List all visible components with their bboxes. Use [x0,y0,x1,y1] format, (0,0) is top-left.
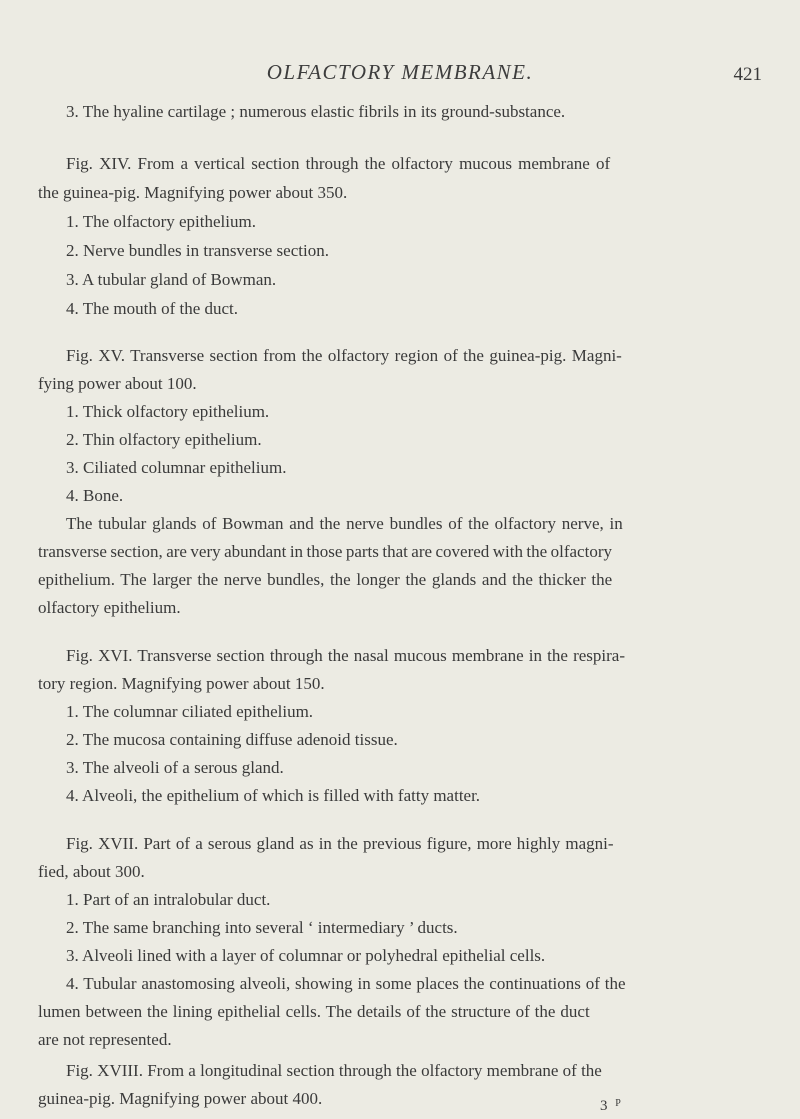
text-line: fied, about 300. [38,862,145,881]
signature-letter: P [615,1098,623,1109]
text-line: guinea-pig. Magnifying power about 400. [38,1089,323,1108]
text-line: 2. The same branching into several ‘ intermediary ’ ducts. [66,918,458,937]
text-line: epithelium. The larger the nerve bundles, the longer the glands and the thicker the [38,570,613,589]
text-line: lumen between the lining epithelial cells. The details of the structure of the duct [38,1002,590,1021]
text-line: The tubular glands of Bowman and the nerve bundles of the olfactory nerve, in [66,514,623,533]
text-line: 4. Tubular anastomosing alveoli, showing in some places the continuations of the [66,974,626,993]
text-line: 1. The columnar ciliated epithelium. [66,702,314,721]
text-line: the guinea-pig. Magnifying power about 350. [38,183,348,202]
running-head: OLFACTORY MEMBRANE. [266,60,534,84]
text-line: 3. The hyaline cartilage ; numerous elastic fibrils in its ground-substance. [66,102,566,121]
text-line: are not represented. [38,1030,172,1049]
page-number: 421 [733,64,762,85]
text-line: 1. The olfactory epithelium. [66,212,256,231]
text-line: 4. The mouth of the duct. [66,299,239,318]
text-line: Fig. XV. Transverse section from the olfactory region of the guinea-pig. Magni- [66,346,622,365]
text-line: 2. Nerve bundles in transverse section. [66,241,329,260]
text-line: Fig. XVIII. From a longitudinal section through the olfactory membrane of the [66,1061,602,1080]
text-line: 3. Alveoli lined with a layer of columnar or polyhedral epithelial cells. [66,946,546,965]
text-line: tory region. Magnifying power about 150. [38,674,325,693]
text-line: 4. Alveoli, the epithelium of which is filled with fatty matter. [66,786,481,805]
text-line: fying power about 100. [38,374,197,393]
text-line: Fig. XVI. Transverse section through the nasal mucous membrane in the respira- [66,646,625,665]
text-line: 2. The mucosa containing diffuse adenoid tissue. [66,730,398,749]
text-line: 2. Thin olfactory epithelium. [66,430,262,449]
text-line: Fig. XVII. Part of a serous gland as in the previous figure, more highly magni- [66,834,614,853]
text-line: transverse section, are very abundant in those parts that are covered with the olfactory [38,542,612,561]
signature-number: 3 [600,1098,610,1114]
printer-signature-mark [600,1098,623,1115]
text-line: 3. Ciliated columnar epithelium. [66,458,287,477]
text-line: olfactory epithelium. [38,598,181,617]
text-line: Fig. XIV. From a vertical section through the olfactory mucous membrane of [66,154,611,173]
text-line: 3. A tubular gland of Bowman. [66,270,277,289]
text-line: 4. Bone. [66,486,124,505]
text-line: 3. The alveoli of a serous gland. [66,758,284,777]
text-line: 1. Thick olfactory epithelium. [66,402,270,421]
text-line: 1. Part of an intralobular duct. [66,890,271,909]
